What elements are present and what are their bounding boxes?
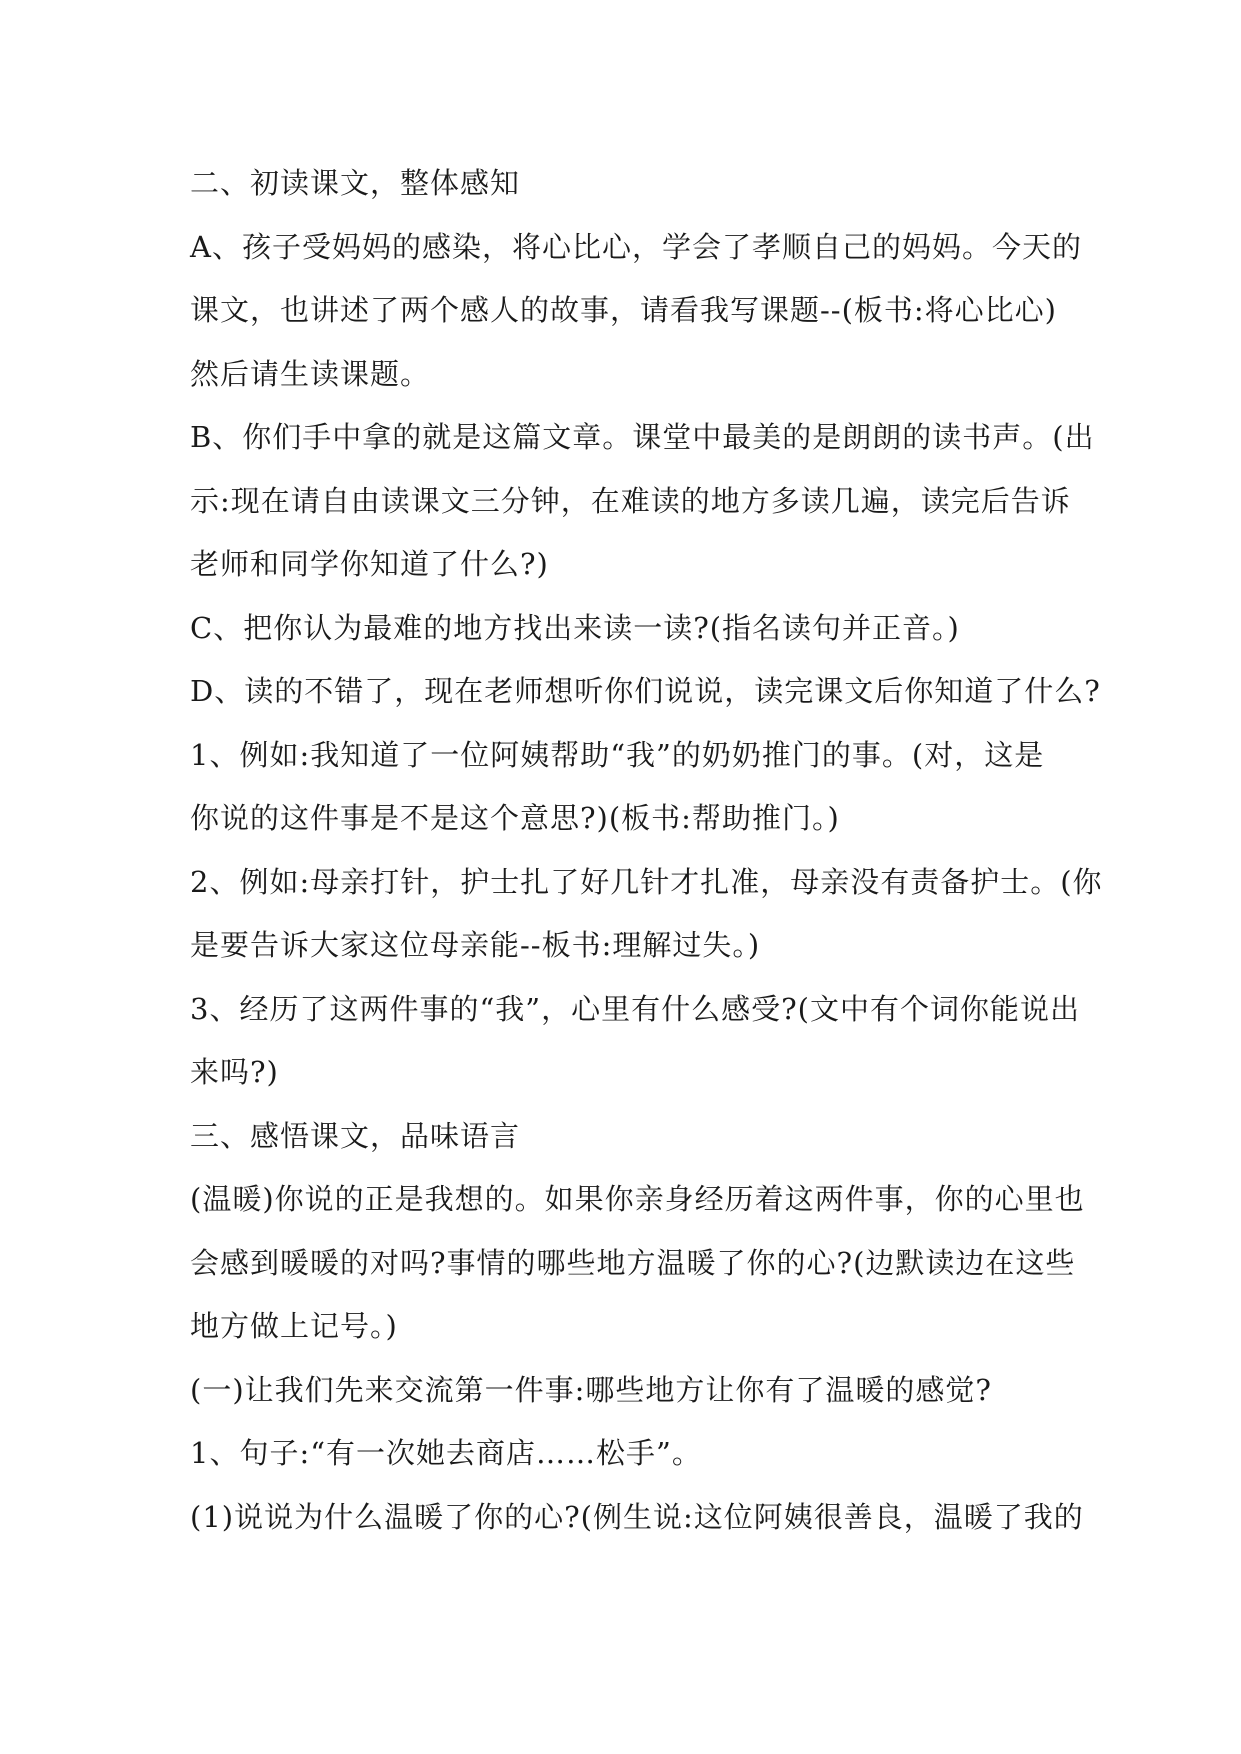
section-heading: 二、初读课文，整体感知 <box>190 166 521 200</box>
paragraph-line: 来吗?) <box>190 1055 279 1089</box>
paragraph-line: 你说的这件事是不是这个意思?)(板书:帮助推门。) <box>190 801 840 835</box>
paragraph-line: (温暖)你说的正是我想的。如果你亲身经历着这两件事，你的心里也 <box>190 1182 1085 1216</box>
paragraph-line: 老师和同学你知道了什么?) <box>190 547 549 581</box>
paragraph-line: 会感到暖暖的对吗?事情的哪些地方温暖了你的心?(边默读边在这些 <box>190 1245 1076 1280</box>
paragraph-line: 课文，也讲述了两个感人的故事，请看我写课题--(板书:将心比心) <box>190 293 1057 327</box>
section-heading: 三、感悟课文，品味语言 <box>190 1118 521 1153</box>
paragraph-line: 1、句子:“有一次她去商店……松手”。 <box>190 1436 702 1470</box>
paragraph-line: C、把你认为最难的地方找出来读一读?(指名读句并正音。) <box>190 610 960 645</box>
paragraph-line: A、孩子受妈妈的感染，将心比心，学会了孝顺自己的妈妈。今天的 <box>190 229 1082 264</box>
paragraph-line: D、读的不错了，现在老师想听你们说说，读完课文后你知道了什么? <box>190 674 1101 708</box>
paragraph-line: 地方做上记号。) <box>190 1309 398 1343</box>
paragraph-line: 3、经历了这两件事的“我”，心里有什么感受?(文中有个词你能说出 <box>190 991 1080 1026</box>
paragraph-line: (一)让我们先来交流第一件事:哪些地方让你有了温暖的感觉? <box>190 1372 992 1407</box>
paragraph-line: 示:现在请自由读课文三分钟，在难读的地方多读几遍，读完后告诉 <box>190 483 1071 518</box>
paragraph-line: (1)说说为什么温暖了你的心?(例生说:这位阿姨很善良，温暖了我的 <box>190 1499 1084 1534</box>
document-body <box>190 152 1103 1549</box>
paragraph-line: 是要告诉大家这位母亲能--板书:理解过失。) <box>190 928 761 962</box>
paragraph-line: 2、例如:母亲打针，护士扎了好几针才扎准，母亲没有责备护士。(你 <box>190 864 1103 899</box>
paragraph-line: 1、例如:我知道了一位阿姨帮助“我”的奶奶推门的事。(对，这是 <box>190 737 1045 772</box>
paragraph-line: 然后请生读课题。 <box>190 356 431 391</box>
paragraph-line: B、你们手中拿的就是这篇文章。课堂中最美的是朗朗的读书声。(出 <box>190 420 1095 454</box>
